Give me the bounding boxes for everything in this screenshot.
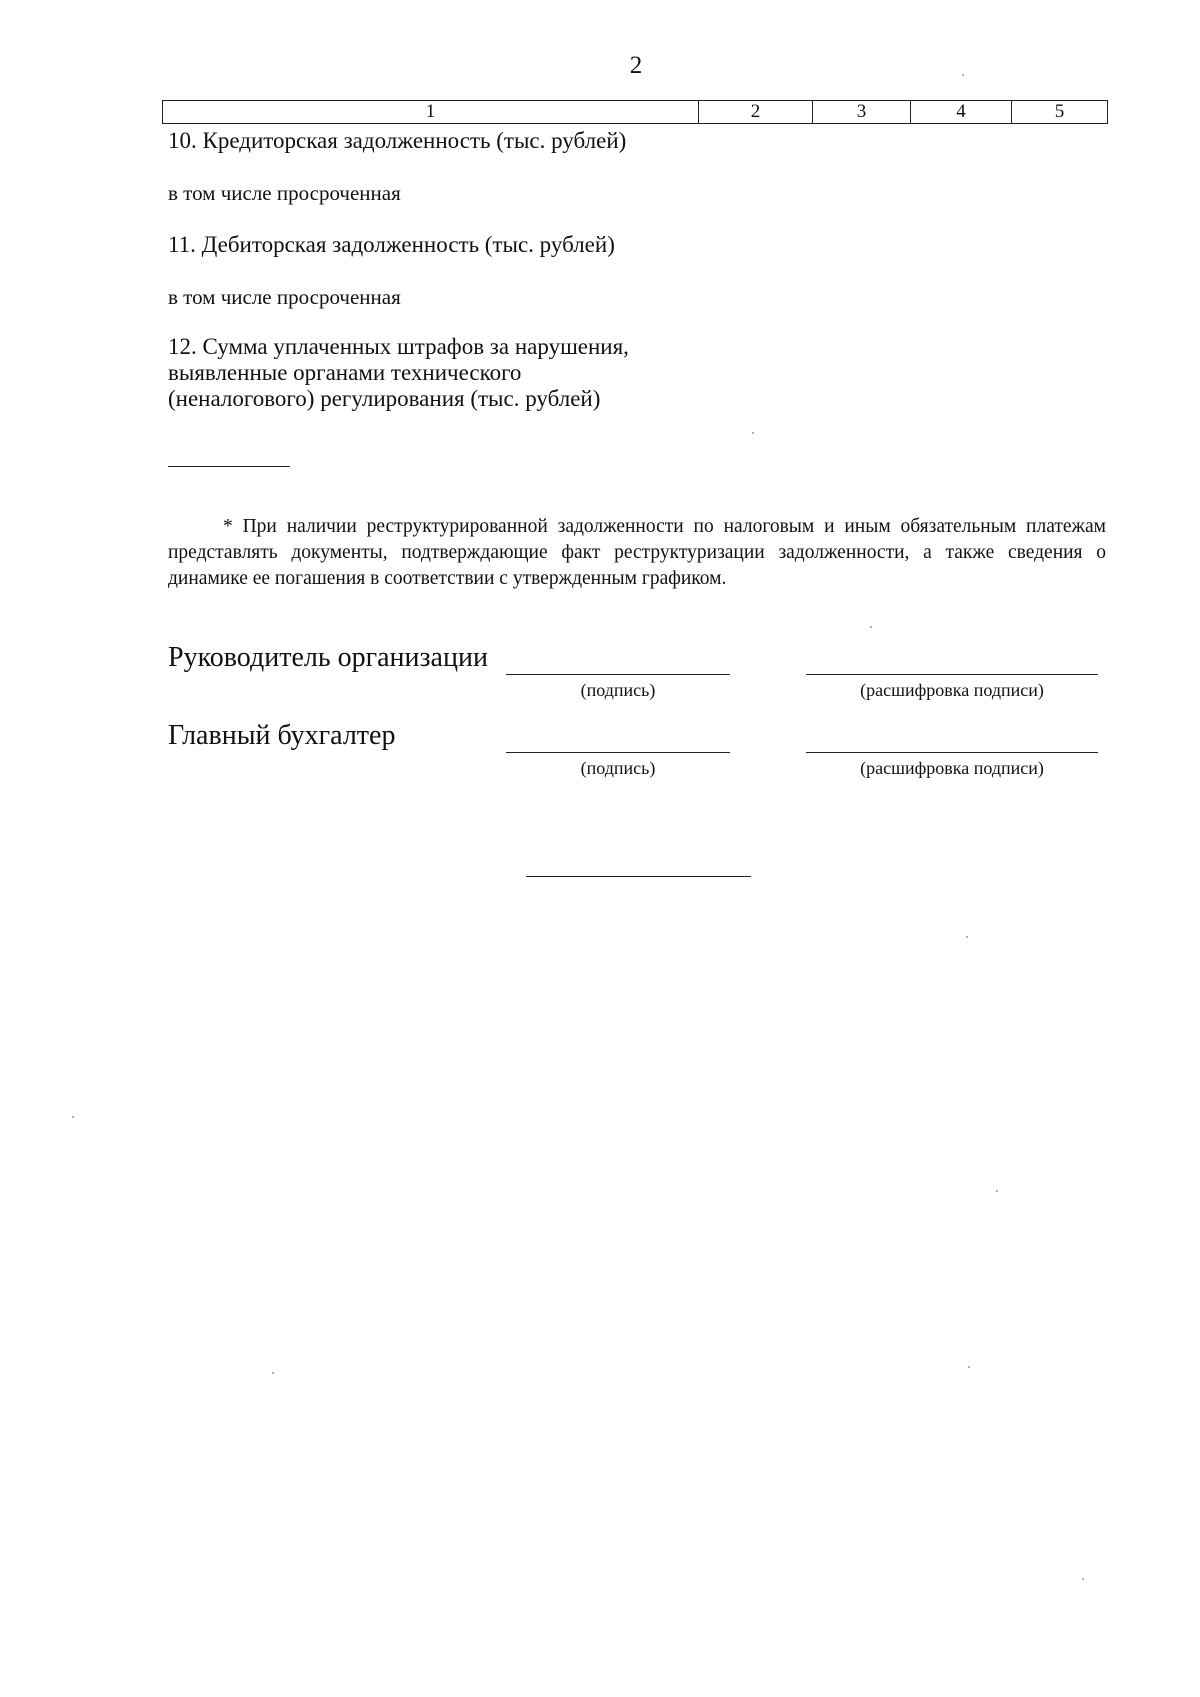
- column-number-5: 5: [1011, 101, 1107, 123]
- row-accounts-receivable: 11. Дебиторская задолженность (тыс. рублей): [168, 232, 615, 257]
- scan-speck: [1082, 1578, 1084, 1580]
- accountant-signature-line: [506, 752, 730, 753]
- scan-speck: [968, 1366, 970, 1368]
- column-number-2: 2: [698, 101, 812, 123]
- scan-speck: [272, 1372, 274, 1374]
- end-of-document-rule: [526, 876, 751, 877]
- accountant-decoding-caption: (расшифровка подписи): [860, 758, 1044, 778]
- footnote: * При наличии реструктурированной задолженности по налоговым и иным обязательным платежам представлять документы, подтверждающие факт реструктуризации задолженности, а также сведения о динамике ее погашения в соответствии с утвержденным графиком.: [168, 515, 1106, 589]
- page-number: 2: [629, 52, 643, 79]
- head-decoding-line: [806, 674, 1098, 675]
- scan-speck: [72, 1116, 74, 1118]
- head-signature-line: [506, 674, 730, 675]
- row-accounts-receivable-overdue: в том числе просроченная: [168, 285, 401, 309]
- column-number-1: 1: [425, 101, 436, 122]
- column-number-4: 4: [910, 101, 1011, 123]
- head-decoding-caption: (расшифровка подписи): [860, 680, 1044, 700]
- column-number-header: [162, 100, 1108, 124]
- accountant-decoding-line: [806, 752, 1098, 753]
- accountant-signature-label: Главный бухгалтер: [168, 720, 396, 751]
- scan-speck: [752, 432, 754, 434]
- scan-speck: [966, 936, 968, 938]
- scan-speck: [996, 1190, 998, 1192]
- scan-speck: [962, 74, 964, 76]
- row-accounts-payable-overdue: в том числе просроченная: [168, 181, 401, 205]
- column-number-3: 3: [812, 101, 910, 123]
- row-accounts-payable: 10. Кредиторская задолженность (тыс. рублей): [168, 128, 627, 153]
- head-signature-caption: (подпись): [580, 680, 656, 700]
- row-fines-paid: 12. Сумма уплаченных штрафов за нарушения, выявленные органами технического (неналогового) регулирования (тыс. рублей): [168, 334, 629, 411]
- accountant-signature-caption: (подпись): [580, 758, 656, 778]
- head-signature-label: Руководитель организации: [168, 642, 488, 673]
- footnote-separator: [168, 466, 290, 467]
- scan-speck: [870, 626, 872, 628]
